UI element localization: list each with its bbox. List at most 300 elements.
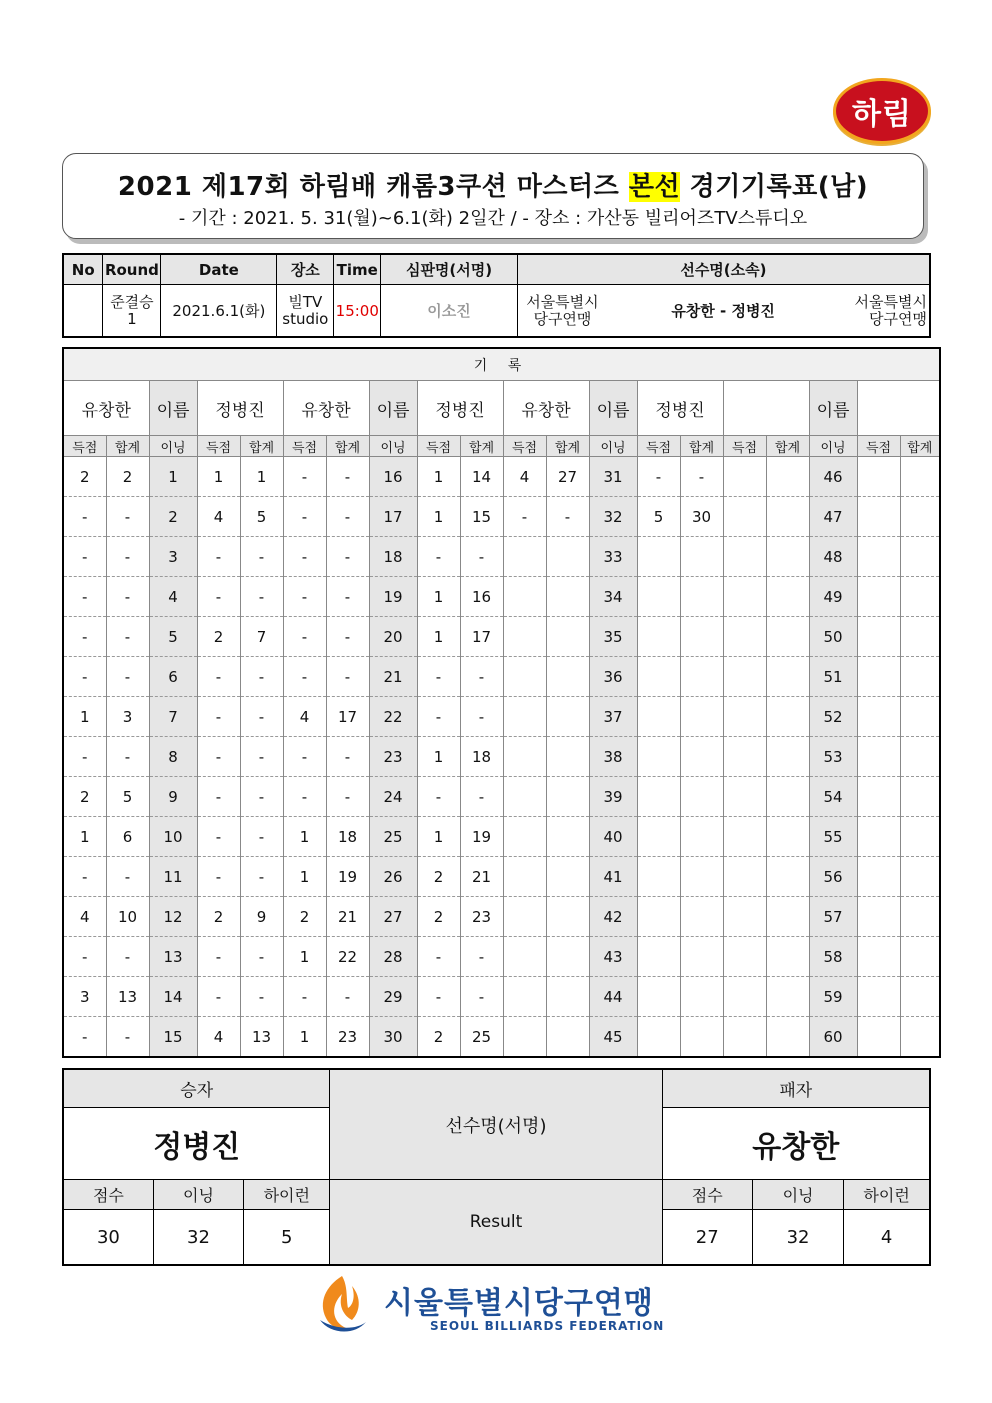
record-cell [503, 697, 546, 737]
sub-header-inning: 이닝 [589, 436, 637, 457]
record-cell [680, 777, 723, 817]
record-cell [503, 777, 546, 817]
record-cell [900, 537, 940, 577]
block-right-name: 정병진 [417, 381, 503, 436]
record-row [63, 697, 940, 737]
record-cell: - [240, 577, 283, 617]
record-cell [546, 657, 589, 697]
sub-header-total: 합계 [900, 436, 940, 457]
inning-cell: 51 [809, 657, 857, 697]
info-venue-line2: studio [282, 309, 329, 328]
record-cell: 2 [417, 857, 460, 897]
inning-cell: 33 [589, 537, 637, 577]
record-row [63, 577, 940, 617]
record-cell: - [63, 617, 106, 657]
record-cell: - [106, 617, 149, 657]
record-row [63, 1017, 940, 1058]
info-matchup: 유창한 - 정병진 [607, 285, 839, 338]
record-cell: - [326, 537, 369, 577]
record-cell: 4 [283, 697, 326, 737]
inning-cell: 32 [589, 497, 637, 537]
title-highlight: 본선 [628, 172, 681, 202]
record-cell [723, 657, 766, 697]
record-cell: - [417, 777, 460, 817]
record-cell [680, 937, 723, 977]
record-cell [857, 817, 900, 857]
record-cell: 1 [417, 617, 460, 657]
record-cell: - [197, 537, 240, 577]
record-cell [546, 977, 589, 1017]
record-cell: - [63, 1017, 106, 1058]
record-cell: - [283, 457, 326, 497]
inning-cell: 2 [149, 497, 197, 537]
record-cell: 23 [460, 897, 503, 937]
info-venue [277, 285, 334, 338]
federation-logo [312, 1272, 682, 1338]
record-cell [857, 497, 900, 537]
header-venue: 장소 [277, 254, 334, 285]
record-cell: - [460, 697, 503, 737]
inning-cell: 34 [589, 577, 637, 617]
block-left-name: 유창한 [283, 381, 369, 436]
record-cell [857, 897, 900, 937]
record-cell: 22 [326, 937, 369, 977]
inning-cell: 57 [809, 897, 857, 937]
record-cell: 5 [637, 497, 680, 537]
record-row [63, 977, 940, 1017]
inning-cell: 36 [589, 657, 637, 697]
record-cell: 5 [106, 777, 149, 817]
record-cell: - [460, 777, 503, 817]
record-cell: - [417, 937, 460, 977]
record-cell: - [417, 697, 460, 737]
header-date: Date [161, 254, 277, 285]
record-cell [766, 497, 809, 537]
federation-emblem-icon [312, 1272, 372, 1336]
inning-cell: 40 [589, 817, 637, 857]
record-cell: - [283, 497, 326, 537]
record-cell [546, 537, 589, 577]
record-cell: 1 [417, 577, 460, 617]
record-cell: - [240, 697, 283, 737]
info-date: 2021.6.1(화) [161, 285, 277, 338]
inning-cell: 59 [809, 977, 857, 1017]
block-name-label: 이름 [369, 381, 417, 436]
record-cell: 18 [326, 817, 369, 857]
record-cell [680, 1017, 723, 1058]
record-cell [857, 457, 900, 497]
inning-cell: 37 [589, 697, 637, 737]
sub-header-total: 합계 [326, 436, 369, 457]
inning-cell: 13 [149, 937, 197, 977]
record-cell: - [106, 577, 149, 617]
record-cell [857, 777, 900, 817]
sub-header-score: 득점 [723, 436, 766, 457]
record-cell [723, 497, 766, 537]
inning-cell: 4 [149, 577, 197, 617]
record-row [63, 457, 940, 497]
inning-cell: 60 [809, 1017, 857, 1058]
inning-cell: 21 [369, 657, 417, 697]
record-cell: - [240, 977, 283, 1017]
record-cell [766, 457, 809, 497]
left-aff-line1: 서울특별시 [526, 292, 599, 311]
record-cell: - [460, 977, 503, 1017]
record-cell [900, 737, 940, 777]
sub-header-total: 합계 [240, 436, 283, 457]
record-cell: - [63, 737, 106, 777]
right-aff-line2: 당구연맹 [869, 309, 927, 328]
record-cell: 10 [106, 897, 149, 937]
record-cell: 1 [417, 737, 460, 777]
record-cell: - [283, 577, 326, 617]
inning-cell: 7 [149, 697, 197, 737]
record-cell [637, 1017, 680, 1058]
record-cell [637, 977, 680, 1017]
record-cell: 13 [106, 977, 149, 1017]
record-cell: - [417, 977, 460, 1017]
winner-highrun-label: 하이런 [244, 1180, 330, 1210]
record-cell [857, 697, 900, 737]
record-cell: 18 [460, 737, 503, 777]
record-cell: 17 [326, 697, 369, 737]
record-cell [766, 897, 809, 937]
record-cell [857, 937, 900, 977]
record-cell [723, 897, 766, 937]
record-cell [680, 537, 723, 577]
record-cell: - [106, 937, 149, 977]
record-cell [503, 737, 546, 777]
record-cell [723, 697, 766, 737]
loser-inning-label: 이닝 [752, 1180, 843, 1210]
inning-cell: 42 [589, 897, 637, 937]
record-cell [857, 617, 900, 657]
loser-score-label: 점수 [662, 1180, 752, 1210]
record-cell [680, 577, 723, 617]
record-cell [503, 537, 546, 577]
center-signature-label: 선수명(서명) [330, 1069, 662, 1180]
inning-cell: 58 [809, 937, 857, 977]
record-cell: - [106, 657, 149, 697]
record-cell: - [326, 977, 369, 1017]
record-cell [680, 857, 723, 897]
info-time: 15:00 [334, 285, 381, 338]
inning-cell: 25 [369, 817, 417, 857]
record-cell [546, 777, 589, 817]
record-cell: 30 [680, 497, 723, 537]
title-prefix: 2021 제17회 하림배 캐롬3쿠션 마스터즈 [117, 172, 629, 202]
record-cell: 5 [240, 497, 283, 537]
record-cell [680, 977, 723, 1017]
info-round [103, 285, 161, 338]
record-cell: - [637, 457, 680, 497]
record-cell [637, 537, 680, 577]
record-cell: - [283, 657, 326, 697]
record-cell: 4 [63, 897, 106, 937]
record-cell: - [326, 777, 369, 817]
record-cell: - [197, 657, 240, 697]
record-cell [723, 1017, 766, 1058]
block-right-name [857, 381, 940, 436]
record-cell: - [326, 617, 369, 657]
record-cell: 25 [460, 1017, 503, 1058]
record-table [62, 347, 941, 1058]
winner-name: 정병진 [63, 1108, 330, 1180]
record-cell: - [240, 537, 283, 577]
record-row [63, 817, 940, 857]
winner-label: 승자 [63, 1069, 330, 1108]
sub-header-score: 득점 [857, 436, 900, 457]
record-row [63, 617, 940, 657]
record-cell [680, 817, 723, 857]
inning-cell: 31 [589, 457, 637, 497]
record-cell [723, 857, 766, 897]
record-row [63, 497, 940, 537]
record-cell [503, 617, 546, 657]
inning-cell: 6 [149, 657, 197, 697]
inning-cell: 24 [369, 777, 417, 817]
record-cell [680, 697, 723, 737]
record-cell [766, 617, 809, 657]
sub-header-total: 합계 [680, 436, 723, 457]
loser-label: 패자 [662, 1069, 930, 1108]
block-name-label: 이름 [149, 381, 197, 436]
record-cell: - [283, 617, 326, 657]
record-cell [766, 657, 809, 697]
inning-cell: 46 [809, 457, 857, 497]
record-cell [900, 577, 940, 617]
record-cell: - [197, 697, 240, 737]
record-cell: - [197, 777, 240, 817]
record-cell [637, 817, 680, 857]
record-cell: - [326, 497, 369, 537]
record-cell: 1 [197, 457, 240, 497]
sub-header-total: 합계 [766, 436, 809, 457]
record-cell [900, 657, 940, 697]
record-cell: - [240, 857, 283, 897]
record-cell [503, 1017, 546, 1058]
inning-cell: 20 [369, 617, 417, 657]
sub-header-inning: 이닝 [149, 436, 197, 457]
record-cell [637, 577, 680, 617]
inning-cell: 14 [149, 977, 197, 1017]
inning-cell: 41 [589, 857, 637, 897]
info-right-affiliation [839, 285, 930, 338]
record-cell [900, 697, 940, 737]
record-cell: 6 [106, 817, 149, 857]
record-cell: 2 [63, 457, 106, 497]
record-cell [723, 457, 766, 497]
record-cell [900, 817, 940, 857]
record-cell: - [106, 737, 149, 777]
record-cell: - [63, 657, 106, 697]
record-cell: 2 [63, 777, 106, 817]
record-row [63, 537, 940, 577]
record-cell [637, 737, 680, 777]
record-cell: 1 [283, 1017, 326, 1058]
record-cell: - [63, 537, 106, 577]
record-cell [857, 857, 900, 897]
record-cell [857, 1017, 900, 1058]
record-cell [723, 777, 766, 817]
record-cell [723, 817, 766, 857]
record-cell [680, 657, 723, 697]
block-left-name: 유창한 [503, 381, 589, 436]
record-cell: - [326, 657, 369, 697]
record-row [63, 857, 940, 897]
record-cell [900, 1017, 940, 1058]
info-round-line2: 1 [127, 309, 137, 328]
inning-cell: 16 [369, 457, 417, 497]
record-cell: 17 [460, 617, 503, 657]
record-cell [546, 857, 589, 897]
record-cell: 1 [63, 697, 106, 737]
sub-header-score: 득점 [417, 436, 460, 457]
record-cell [900, 457, 940, 497]
record-row [63, 737, 940, 777]
inning-cell: 5 [149, 617, 197, 657]
loser-highrun-label: 하이런 [844, 1180, 930, 1210]
record-cell [766, 937, 809, 977]
record-cell [503, 897, 546, 937]
record-cell: 9 [240, 897, 283, 937]
sub-header-inning: 이닝 [369, 436, 417, 457]
record-cell: - [240, 657, 283, 697]
record-cell [503, 937, 546, 977]
header-no: No [63, 254, 103, 285]
right-aff-line1: 서울특별시 [854, 292, 927, 311]
record-cell: - [106, 857, 149, 897]
sub-header-inning: 이닝 [809, 436, 857, 457]
inning-cell: 17 [369, 497, 417, 537]
record-cell [723, 537, 766, 577]
record-cell: - [63, 497, 106, 537]
record-cell: 7 [240, 617, 283, 657]
record-cell: 16 [460, 577, 503, 617]
record-cell: 1 [63, 817, 106, 857]
record-cell [766, 697, 809, 737]
inning-cell: 29 [369, 977, 417, 1017]
record-row [63, 657, 940, 697]
record-cell: 3 [106, 697, 149, 737]
record-cell [503, 657, 546, 697]
inning-cell: 22 [369, 697, 417, 737]
record-cell: - [106, 537, 149, 577]
record-cell: - [197, 857, 240, 897]
record-cell [900, 857, 940, 897]
block-left-name [723, 381, 809, 436]
record-cell: - [63, 577, 106, 617]
inning-cell: 28 [369, 937, 417, 977]
inning-cell: 48 [809, 537, 857, 577]
record-cell [546, 817, 589, 857]
loser-name: 유창한 [662, 1108, 930, 1180]
record-cell [857, 657, 900, 697]
header-round: Round [103, 254, 161, 285]
record-cell: - [197, 937, 240, 977]
record-cell: 1 [240, 457, 283, 497]
title-box [62, 153, 924, 239]
record-cell: 1 [283, 857, 326, 897]
inning-cell: 45 [589, 1017, 637, 1058]
record-cell: 1 [283, 817, 326, 857]
record-cell: - [417, 657, 460, 697]
record-cell: - [460, 657, 503, 697]
sub-header-total: 합계 [546, 436, 589, 457]
info-referee: 이소진 [381, 285, 518, 338]
record-cell [900, 617, 940, 657]
winner-score: 30 [63, 1210, 153, 1266]
record-cell: 2 [283, 897, 326, 937]
page-subtitle: - 기간 : 2021. 5. 31(월)~6.1(화) 2일간 / - 장소 : 가산동 빌리어즈TV스튜디오 [178, 208, 808, 229]
record-cell: 2 [197, 897, 240, 937]
record-cell [637, 857, 680, 897]
record-cell [546, 737, 589, 777]
loser-score: 27 [662, 1210, 752, 1266]
title-suffix: 경기기록표(남) [680, 172, 869, 202]
record-cell: 21 [460, 857, 503, 897]
inning-cell: 47 [809, 497, 857, 537]
record-cell: - [283, 537, 326, 577]
record-cell: 14 [460, 457, 503, 497]
record-cell [546, 897, 589, 937]
inning-cell: 10 [149, 817, 197, 857]
match-info-table [62, 253, 931, 338]
record-cell: - [326, 577, 369, 617]
record-cell: 4 [197, 1017, 240, 1058]
record-cell [503, 817, 546, 857]
winner-inning: 32 [153, 1210, 243, 1266]
winner-score-label: 점수 [63, 1180, 153, 1210]
record-cell [546, 937, 589, 977]
record-cell [766, 737, 809, 777]
record-row [63, 897, 940, 937]
record-cell [857, 577, 900, 617]
inning-cell: 18 [369, 537, 417, 577]
inning-cell: 39 [589, 777, 637, 817]
record-cell [900, 977, 940, 1017]
record-cell: 19 [460, 817, 503, 857]
record-title: 기 록 [63, 348, 940, 381]
sub-header-score: 득점 [637, 436, 680, 457]
header-players: 선수명(소속) [517, 254, 930, 285]
inning-cell: 50 [809, 617, 857, 657]
record-cell: - [240, 937, 283, 977]
record-cell: - [680, 457, 723, 497]
record-cell: 1 [417, 817, 460, 857]
record-cell: 1 [417, 497, 460, 537]
record-cell: - [197, 977, 240, 1017]
record-cell [503, 577, 546, 617]
record-cell: 4 [503, 457, 546, 497]
record-cell: 3 [63, 977, 106, 1017]
record-cell: 19 [326, 857, 369, 897]
record-cell [546, 697, 589, 737]
record-cell [857, 977, 900, 1017]
inning-cell: 54 [809, 777, 857, 817]
record-cell [503, 857, 546, 897]
inning-cell: 12 [149, 897, 197, 937]
record-row [63, 937, 940, 977]
record-cell [637, 657, 680, 697]
winner-inning-label: 이닝 [153, 1180, 243, 1210]
inning-cell: 1 [149, 457, 197, 497]
record-cell [637, 617, 680, 657]
inning-cell: 8 [149, 737, 197, 777]
record-cell [766, 577, 809, 617]
inning-cell: 26 [369, 857, 417, 897]
inning-cell: 27 [369, 897, 417, 937]
